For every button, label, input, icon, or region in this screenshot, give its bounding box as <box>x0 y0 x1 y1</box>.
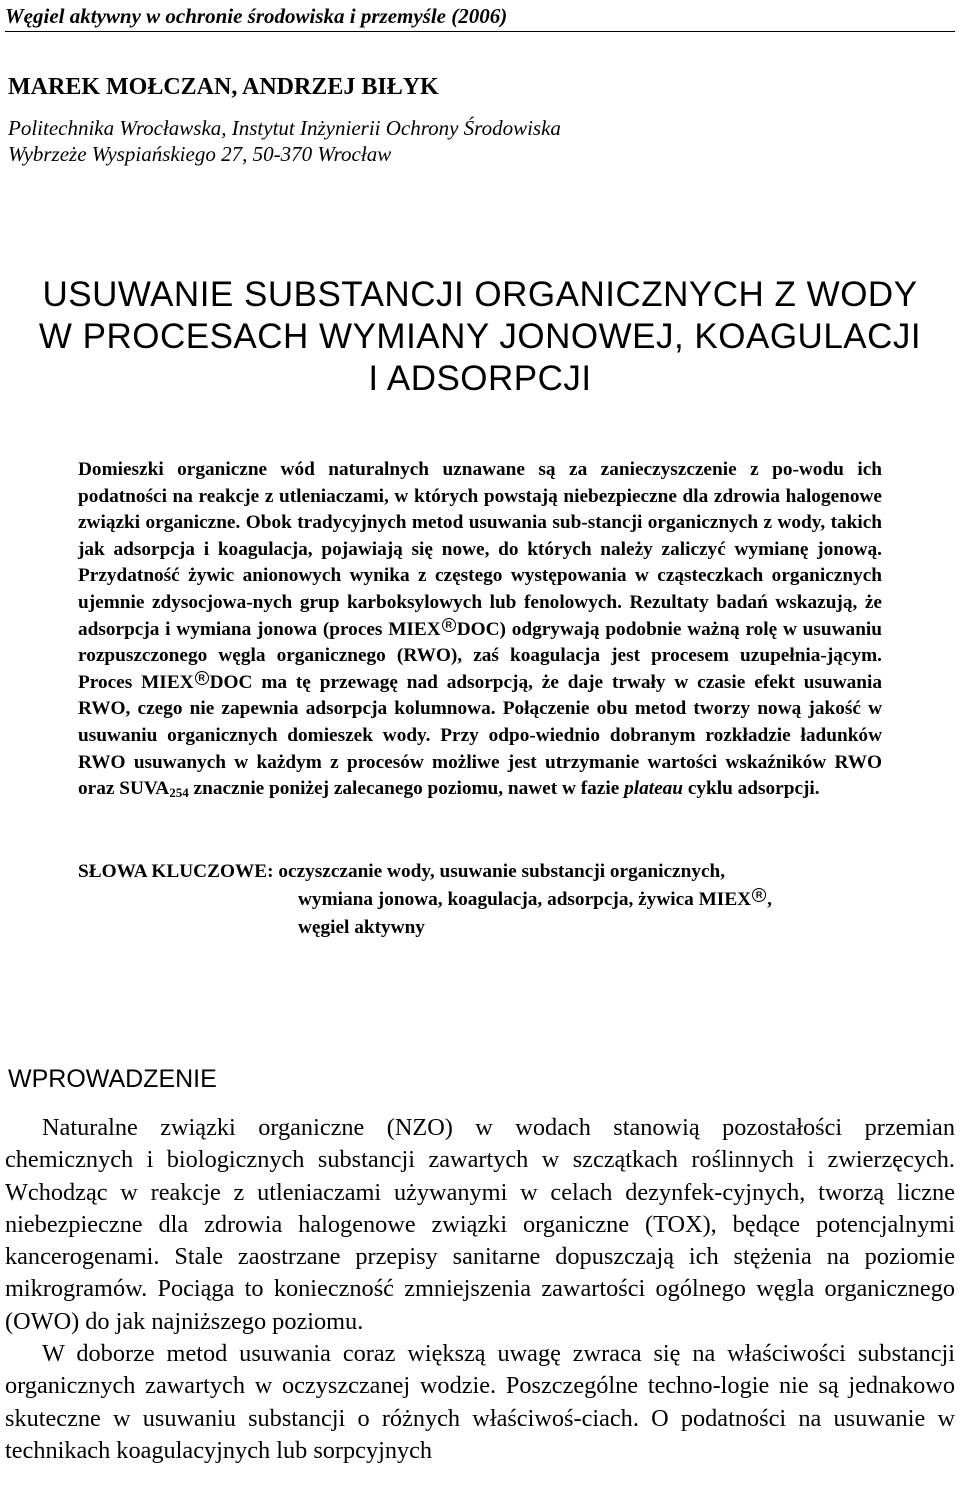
keywords-text-1: oczyszczanie wody, usuwanie substancji organicznych, <box>273 861 726 882</box>
keywords-continuation <box>298 886 772 942</box>
abstract-text-3: DOC ma tę przewagę nad adsorpcją, że daje trwały w czasie efekt usuwania RWO, czego nie zapewnia adsorpcja kolumnowa. Połączenie obu metod tworzy nową jakość w usuwaniu organicznych domieszek wody. Przy odpo-wiednio dobranym rozkładzie ładunków RWO usuwanych w każdym z procesów możliwe jest utrzymanie wartości wskaźników RWO oraz SUVA <box>78 671 882 800</box>
body-text <box>5 1112 955 1467</box>
affiliation-line: Politechnika Wrocławska, Instytut Inżynierii Ochrony Środowiska <box>8 116 561 140</box>
running-header: Węgiel aktywny w ochronie środowiska i przemyśle (2006) <box>5 4 955 32</box>
keywords-line-1 <box>78 858 725 886</box>
abstract-italic-plateau: plateau <box>624 778 684 800</box>
section-heading: WPROWADZENIE <box>8 1065 217 1093</box>
abstract-text-2: DOC) odgrywają podobnie ważną rolę w usuwaniu rozpuszczonego węgla organicznego (RWO), zaś koagulacja jest procesem uzupełnia-jącym. Proces MIEX <box>78 618 882 693</box>
registered-mark-icon: R <box>195 671 209 685</box>
abstract-text-4: znacznie poniżej zalecanego poziomu, nawet w fazie <box>188 778 625 800</box>
affiliation-address: Wybrzeże Wyspiańskiego 27, 50-370 Wrocław <box>8 142 392 166</box>
keywords-text-2-end: , <box>767 889 772 910</box>
title-line-1: USUWANIE SUBSTANCJI ORGANICZNYCH Z WODY <box>42 275 918 314</box>
paper-title <box>0 274 960 400</box>
registered-mark-icon: R <box>752 888 766 902</box>
keywords-label: SŁOWA KLUCZOWE: <box>78 861 274 882</box>
abstract-text-1: Domieszki organiczne wód naturalnych uznawane są za zanieczyszczenie z po-wodu ich podatności na reakcje z utleniaczami, w których powstają niebezpieczne dla zdrowia halogenowe związki organiczne. Obok tradycyjnych metod usuwania sub-stancji organicznych z wody, takich jak adsorpcja i koagulacja, pojawiają się nowe, do których należy zaliczyć wymianę jonową. Przydatność żywic anionowych wynika z częstego występowania w cząsteczkach organicznych ujemnie zdysocjowa-nych grup karboksylowych lub fenolowych. Rezultaty badań wskazują, że adsorpcja i wymiana jonowa (proces MIEX <box>78 459 882 640</box>
title-line-3: I ADSORPCJI <box>368 359 592 398</box>
body-paragraph-2: W doborze metod usuwania coraz większą uwagę zwraca się na właściwości substancji organicznych zawartych w oczyszczanej wodzie. Poszczególne techno-logie nie są jednakowo skuteczne w usuwaniu substancji o różnych właściwoś-ciach. O podatności na usuwanie w technikach koagulacyjnych lub sorpcyjnych <box>5 1340 955 1464</box>
title-line-2: W PROCESACH WYMIANY JONOWEJ, KOAGULACJI <box>38 317 922 356</box>
affiliation <box>8 115 561 167</box>
keywords-line-3: węgiel aktywny <box>298 917 425 938</box>
registered-mark-icon: R <box>442 618 456 632</box>
keywords-line-2 <box>298 886 772 914</box>
keywords-text-2: wymiana jonowa, koagulacja, adsorpcja, żywica MIEX <box>298 889 752 910</box>
subscript-254: 254 <box>169 785 189 801</box>
abstract <box>78 457 882 807</box>
authors: MAREK MOŁCZAN, ANDRZEJ BIŁYK <box>8 74 439 100</box>
abstract-text-5: cyklu adsorpcji. <box>683 778 820 800</box>
body-paragraph-1: Naturalne związki organiczne (NZO) w wodach stanowią pozostałości przemian chemicznych i biologicznych substancji zawartych w szczątkach roślinnych i zwierzęcych. Wchodząc w reakcje z utleniaczami używanymi w celach dezynfek-cyjnych, tworzą liczne niebezpieczne dla zdrowia halogenowe związki organiczne (TOX), będące potencjalnymi kancerogenami. Stale zaostrzane przepisy sanitarne dopuszczają ich stężenia na poziomie mikrogramów. Pociąga to konieczność zmniejszenia zawartości ogólnego węgla organicznego (OWO) do jak najniższego poziomu. <box>5 1114 955 1335</box>
